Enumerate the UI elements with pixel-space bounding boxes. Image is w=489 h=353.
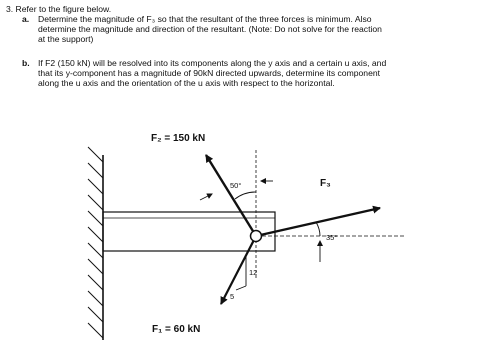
f2-label: F₂ = 150 kN <box>151 133 206 144</box>
part-b-line: along the u axis and the orientation of the u axis with respect to the horizontal. <box>38 78 335 88</box>
part-a-line: determine the magnitude and direction of the resultant. (Note: Do not solve for the reaction <box>38 24 382 34</box>
angle-50-arc <box>235 192 256 199</box>
angle-50-label: 50° <box>230 181 242 190</box>
part-a-line: at the support) <box>38 34 94 44</box>
part-a-letter: a. <box>22 14 30 24</box>
pin-joint-icon <box>251 231 262 242</box>
angle-35-arc <box>316 222 320 236</box>
part-a-line: Determine the magnitude of F₃ so that the resultant of the three forces is minimum. Also <box>38 14 372 24</box>
slope-5-label: 5 <box>230 292 235 301</box>
part-b-line: that its y-component has a magnitude of 90kN directed upwards, determine its component <box>38 68 381 78</box>
f3-label: F₃ <box>320 178 331 189</box>
f2-arrow <box>206 155 256 236</box>
slope-pointer <box>200 194 212 200</box>
f1-label: F₁ = 60 kN <box>152 324 201 335</box>
part-b-line: If F2 (150 kN) will be resolved into its components along the y axis and a certain u axis, and <box>38 58 387 68</box>
question-heading: 3. Refer to the figure below. <box>6 4 112 14</box>
slope-12-label: 12 <box>249 268 258 277</box>
part-b-letter: b. <box>22 58 30 68</box>
angle-35-label: 35° <box>326 233 338 242</box>
beam <box>103 212 275 251</box>
wall-support-icon <box>88 147 103 340</box>
